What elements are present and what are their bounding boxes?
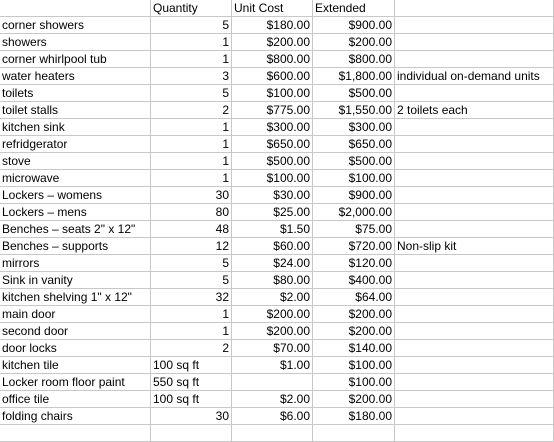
quantity-cell[interactable]: 1: [151, 323, 232, 340]
item-name-cell[interactable]: water heaters: [0, 68, 151, 85]
note-cell[interactable]: [395, 306, 554, 323]
note-cell[interactable]: [395, 357, 554, 374]
table-row: [0, 255, 554, 272]
table-row: [0, 51, 554, 68]
table-row: [0, 357, 554, 374]
table-row: [0, 187, 554, 204]
note-cell[interactable]: [395, 136, 554, 153]
extended-cell[interactable]: $900.00: [313, 17, 395, 34]
quantity-cell[interactable]: 5: [151, 255, 232, 272]
header-extended-cell[interactable]: Extended: [313, 0, 395, 17]
table-row: [0, 340, 554, 357]
extended-cell[interactable]: $180.00: [313, 408, 395, 425]
quantity-cell[interactable]: 5: [151, 17, 232, 34]
table-row: [0, 238, 554, 255]
table-row: [0, 34, 554, 51]
note-cell[interactable]: [395, 408, 554, 425]
note-cell[interactable]: [395, 272, 554, 289]
unit-cost-cell[interactable]: $180.00: [232, 17, 313, 34]
extended-cell[interactable]: $500.00: [313, 85, 395, 102]
table-row: [0, 374, 554, 391]
unit-cost-cell[interactable]: $500.00: [232, 153, 313, 170]
item-name-cell[interactable]: kitchen sink: [0, 119, 151, 136]
extended-cell[interactable]: $800.00: [313, 51, 395, 68]
item-name-cell[interactable]: kitchen tile: [0, 357, 151, 374]
table-row: [0, 408, 554, 425]
quantity-cell[interactable]: 1: [151, 34, 232, 51]
quantity-cell[interactable]: 48: [151, 221, 232, 238]
unit-cost-cell[interactable]: $30.00: [232, 187, 313, 204]
note-cell[interactable]: [395, 323, 554, 340]
quantity-cell[interactable]: 5: [151, 272, 232, 289]
extended-cell[interactable]: $100.00: [313, 374, 395, 391]
quantity-cell[interactable]: 550 sq ft: [151, 374, 232, 391]
note-cell[interactable]: [395, 391, 554, 408]
note-cell[interactable]: [395, 425, 554, 442]
unit-cost-cell[interactable]: $80.00: [232, 272, 313, 289]
extended-cell[interactable]: $650.00: [313, 136, 395, 153]
item-name-cell[interactable]: microwave: [0, 170, 151, 187]
item-name-cell[interactable]: kitchen shelving 1" x 12": [0, 289, 151, 306]
extended-cell[interactable]: $400.00: [313, 272, 395, 289]
quantity-cell[interactable]: 80: [151, 204, 232, 221]
extended-cell[interactable]: [313, 425, 395, 442]
header-item-name-cell[interactable]: [0, 0, 151, 17]
extended-cell[interactable]: $64.00: [313, 289, 395, 306]
unit-cost-cell[interactable]: $1.00: [232, 357, 313, 374]
unit-cost-cell[interactable]: [232, 374, 313, 391]
extended-cell[interactable]: $120.00: [313, 255, 395, 272]
table-row: [0, 221, 554, 238]
header-unit-cost-cell[interactable]: Unit Cost: [232, 0, 313, 17]
unit-cost-cell[interactable]: $60.00: [232, 238, 313, 255]
unit-cost-cell[interactable]: $24.00: [232, 255, 313, 272]
quantity-cell[interactable]: 1: [151, 170, 232, 187]
item-name-cell[interactable]: showers: [0, 34, 151, 51]
note-cell[interactable]: [395, 204, 554, 221]
note-cell[interactable]: [395, 289, 554, 306]
extended-cell[interactable]: $200.00: [313, 34, 395, 51]
table-row: [0, 153, 554, 170]
note-cell[interactable]: [395, 153, 554, 170]
item-name-cell[interactable]: toilets: [0, 85, 151, 102]
extended-cell[interactable]: $300.00: [313, 119, 395, 136]
item-name-cell[interactable]: Locker room floor paint: [0, 374, 151, 391]
note-cell[interactable]: [395, 51, 554, 68]
item-name-cell[interactable]: door locks: [0, 340, 151, 357]
quantity-cell[interactable]: 1: [151, 51, 232, 68]
quantity-cell[interactable]: 1: [151, 153, 232, 170]
note-cell[interactable]: individual on-demand units: [395, 68, 554, 85]
unit-cost-cell[interactable]: $100.00: [232, 85, 313, 102]
unit-cost-cell[interactable]: $200.00: [232, 34, 313, 51]
quantity-cell[interactable]: 1: [151, 306, 232, 323]
note-cell[interactable]: [395, 85, 554, 102]
item-name-cell[interactable]: corner whirlpool tub: [0, 51, 151, 68]
header-note-cell[interactable]: [395, 0, 554, 17]
item-name-cell[interactable]: [0, 425, 151, 442]
item-name-cell[interactable]: refridgerator: [0, 136, 151, 153]
note-cell[interactable]: [395, 170, 554, 187]
unit-cost-cell[interactable]: $2.00: [232, 391, 313, 408]
item-name-cell[interactable]: corner showers: [0, 17, 151, 34]
quantity-cell[interactable]: 1: [151, 136, 232, 153]
note-cell[interactable]: [395, 34, 554, 51]
item-name-cell[interactable]: toilet stalls: [0, 102, 151, 119]
extended-cell[interactable]: $200.00: [313, 391, 395, 408]
unit-cost-cell[interactable]: [232, 425, 313, 442]
header-quantity-cell[interactable]: Quantity: [151, 0, 232, 17]
item-name-cell[interactable]: Benches – supports: [0, 238, 151, 255]
item-name-cell[interactable]: office tile: [0, 391, 151, 408]
unit-cost-cell[interactable]: $25.00: [232, 204, 313, 221]
table-row: [0, 425, 554, 442]
item-name-cell[interactable]: folding chairs: [0, 408, 151, 425]
unit-cost-cell[interactable]: $1.50: [232, 221, 313, 238]
item-name-cell[interactable]: Lockers – mens: [0, 204, 151, 221]
note-cell[interactable]: [395, 340, 554, 357]
unit-cost-cell[interactable]: $775.00: [232, 102, 313, 119]
table-row: [0, 306, 554, 323]
quantity-cell[interactable]: 100 sq ft: [151, 357, 232, 374]
unit-cost-cell[interactable]: $600.00: [232, 68, 313, 85]
note-cell[interactable]: [395, 119, 554, 136]
quantity-cell[interactable]: 12: [151, 238, 232, 255]
quantity-cell[interactable]: 3: [151, 68, 232, 85]
unit-cost-cell[interactable]: $70.00: [232, 340, 313, 357]
unit-cost-cell[interactable]: $2.00: [232, 289, 313, 306]
unit-cost-cell[interactable]: $650.00: [232, 136, 313, 153]
extended-cell[interactable]: $200.00: [313, 323, 395, 340]
unit-cost-cell[interactable]: $800.00: [232, 51, 313, 68]
quantity-cell[interactable]: 1: [151, 119, 232, 136]
unit-cost-cell[interactable]: $6.00: [232, 408, 313, 425]
extended-cell[interactable]: $1,550.00: [313, 102, 395, 119]
note-cell[interactable]: [395, 221, 554, 238]
unit-cost-cell[interactable]: $200.00: [232, 323, 313, 340]
quantity-cell[interactable]: 2: [151, 340, 232, 357]
note-cell[interactable]: [395, 187, 554, 204]
header-row: [0, 0, 554, 17]
extended-cell[interactable]: $100.00: [313, 357, 395, 374]
quantity-cell[interactable]: 2: [151, 102, 232, 119]
table-row: [0, 204, 554, 221]
item-name-cell[interactable]: stove: [0, 153, 151, 170]
table-row: [0, 272, 554, 289]
item-name-cell[interactable]: Lockers – womens: [0, 187, 151, 204]
table-row: [0, 17, 554, 34]
table-row: [0, 170, 554, 187]
extended-cell[interactable]: $100.00: [313, 170, 395, 187]
note-cell[interactable]: 2 toilets each: [395, 102, 554, 119]
unit-cost-cell[interactable]: $300.00: [232, 119, 313, 136]
extended-cell[interactable]: $140.00: [313, 340, 395, 357]
quantity-cell[interactable]: [151, 425, 232, 442]
table-row: [0, 85, 554, 102]
quantity-cell[interactable]: 30: [151, 187, 232, 204]
item-name-cell[interactable]: second door: [0, 323, 151, 340]
table-row: [0, 102, 554, 119]
table-row: [0, 323, 554, 340]
table-row: [0, 68, 554, 85]
note-cell[interactable]: [395, 255, 554, 272]
extended-cell[interactable]: $1,800.00: [313, 68, 395, 85]
item-name-cell[interactable]: mirrors: [0, 255, 151, 272]
table-row: [0, 289, 554, 306]
item-name-cell[interactable]: main door: [0, 306, 151, 323]
extended-cell[interactable]: $720.00: [313, 238, 395, 255]
table-row: [0, 391, 554, 408]
quantity-cell[interactable]: 32: [151, 289, 232, 306]
extended-cell[interactable]: $200.00: [313, 306, 395, 323]
unit-cost-cell[interactable]: $100.00: [232, 170, 313, 187]
note-cell[interactable]: [395, 17, 554, 34]
quantity-cell[interactable]: 30: [151, 408, 232, 425]
unit-cost-cell[interactable]: $200.00: [232, 306, 313, 323]
extended-cell[interactable]: $75.00: [313, 221, 395, 238]
note-cell[interactable]: Non-slip kit: [395, 238, 554, 255]
quantity-cell[interactable]: 5: [151, 85, 232, 102]
extended-cell[interactable]: $500.00: [313, 153, 395, 170]
item-name-cell[interactable]: Benches – seats 2" x 12": [0, 221, 151, 238]
note-cell[interactable]: [395, 374, 554, 391]
table-row: [0, 136, 554, 153]
item-name-cell[interactable]: Sink in vanity: [0, 272, 151, 289]
quantity-cell[interactable]: 100 sq ft: [151, 391, 232, 408]
table-row: [0, 119, 554, 136]
extended-cell[interactable]: $2,000.00: [313, 204, 395, 221]
extended-cell[interactable]: $900.00: [313, 187, 395, 204]
